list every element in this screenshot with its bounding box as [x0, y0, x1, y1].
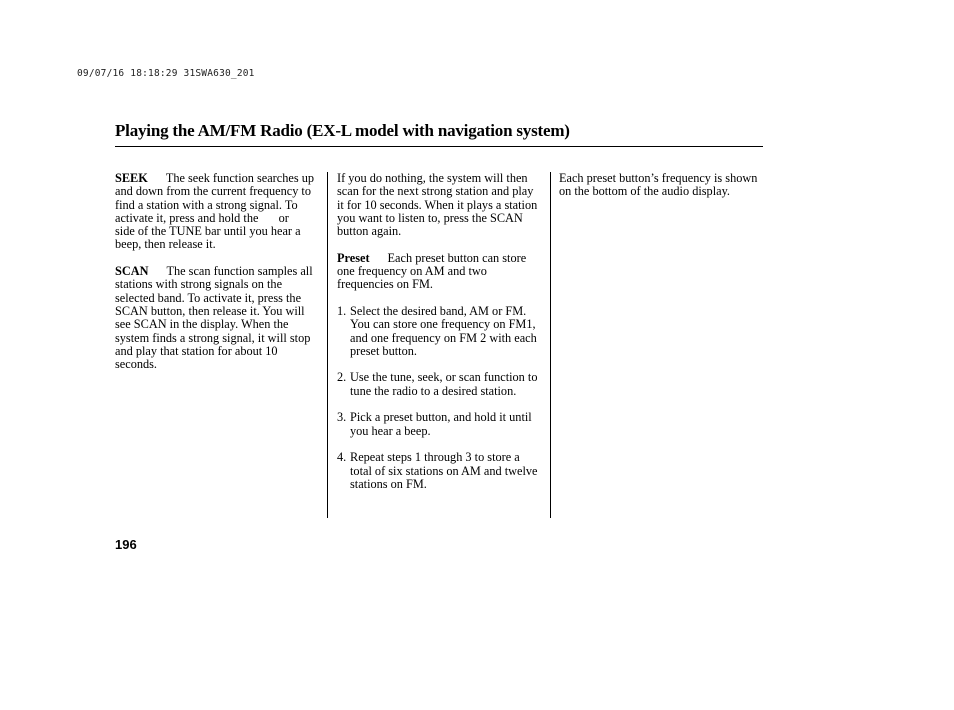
step-number: 2. — [337, 370, 347, 385]
step-item — [337, 371, 543, 398]
preset-paragraph — [337, 252, 543, 292]
step-number: 1. — [337, 303, 347, 318]
scan-continuation-paragraph: If you do nothing, the system will then scan for the next strong station and play it for 10 seconds. When it plays a station you want to listen to, press the SCAN button again. — [337, 171, 538, 239]
step-number: 3. — [337, 410, 347, 425]
column-2 — [337, 172, 543, 491]
step-text: Pick a preset button, and hold it until you hear a beep. — [350, 410, 532, 438]
seek-text-or: or — [278, 210, 289, 225]
seek-heading: SEEK — [115, 171, 148, 185]
column-1 — [115, 172, 321, 371]
step-number: 4. — [337, 450, 347, 465]
scan-paragraph — [115, 265, 321, 371]
preset-text: Each preset button can store one frequency on AM and two frequencies on FM. — [337, 250, 527, 292]
column-divider-2 — [550, 172, 551, 518]
preset-heading: Preset — [337, 250, 370, 265]
preset-display-paragraph: Each preset button’s frequency is shown on the bottom of the audio display. — [559, 171, 758, 199]
column-divider-1 — [327, 172, 328, 518]
scan-text: The scan function samples all stations with strong signals on the selected band. To activate it, press the SCAN button, then release it. You will see SCAN in the display. When the system finds a strong signal, it will stop and play that station for about 10 seconds. — [115, 264, 313, 372]
step-item — [337, 451, 543, 491]
step-text: Select the desired band, AM or FM. You can store one frequency on FM1, and one frequency on FM 2 with each preset button. — [350, 303, 537, 358]
print-stamp: 09/07/16 18:18:29 31SWA630_201 — [77, 68, 255, 79]
page-title: Playing the AM/FM Radio (EX-L model with navigation system) — [115, 121, 570, 140]
step-text: Use the tune, seek, or scan function to tune the radio to a desired station. — [350, 370, 538, 398]
step-item — [337, 411, 543, 438]
step-item — [337, 305, 543, 358]
column-3 — [559, 172, 759, 199]
seek-text-b: side of the TUNE bar until you hear a beep, then release it. — [115, 224, 301, 252]
title-divider — [115, 146, 763, 147]
scan-heading: SCAN — [115, 264, 149, 279]
seek-text-a: The seek function searches up and down from the current frequency to find a station with a strong signal. To activate it, press and hold the — [115, 171, 314, 225]
seek-paragraph — [115, 172, 321, 252]
page-number: 196 — [115, 537, 137, 552]
step-text: Repeat steps 1 through 3 to store a total of six stations on AM and twelve stations on FM. — [350, 450, 538, 491]
